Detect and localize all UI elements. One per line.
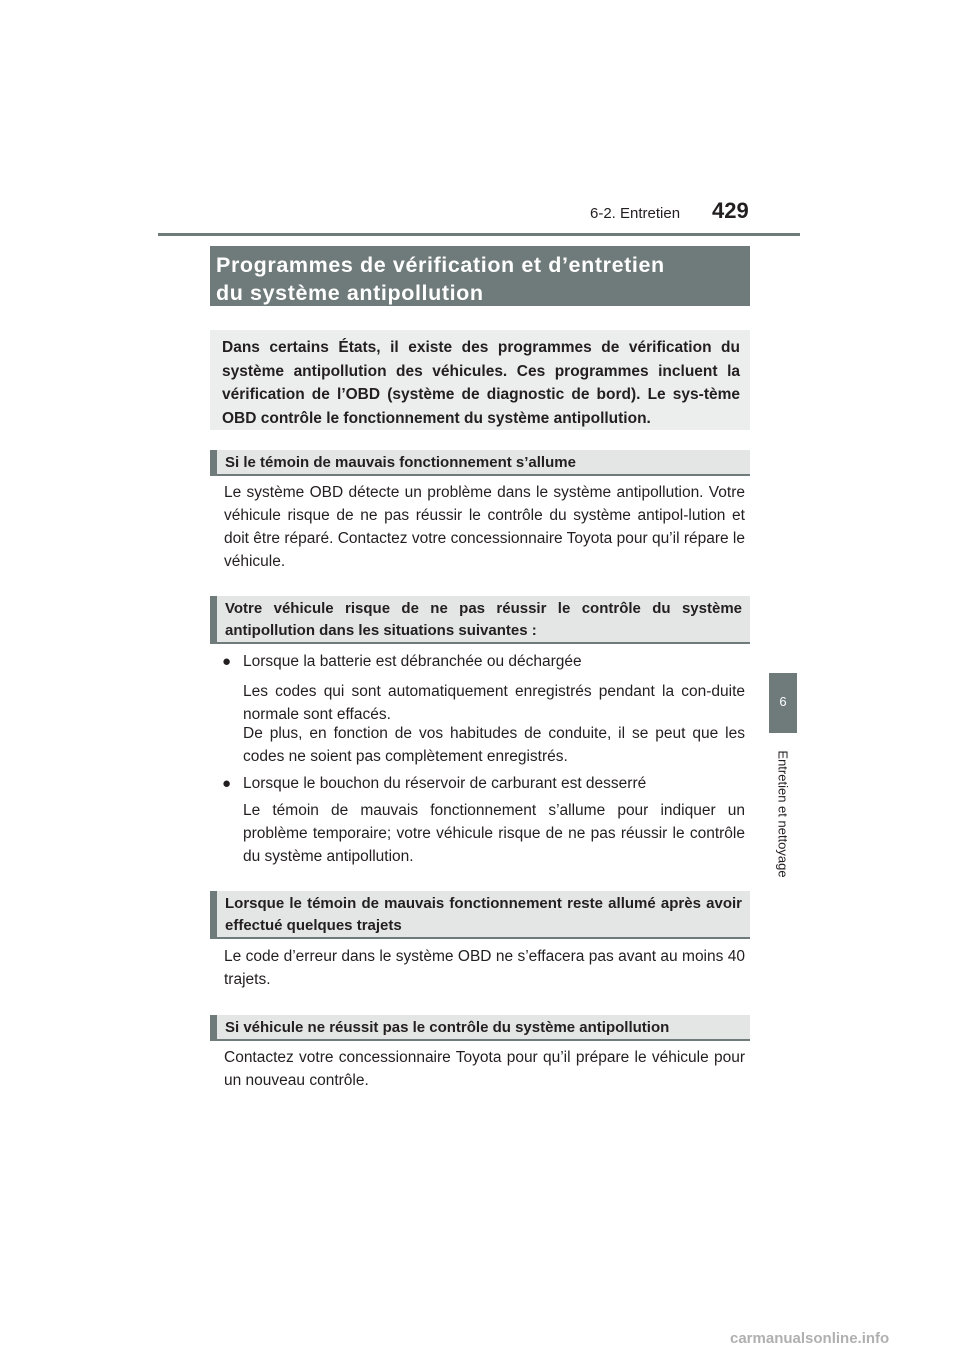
bullet-text-1a: Les codes qui sont automatiquement enregistrés pendant la con-duite normale sont effacés. bbox=[243, 683, 745, 723]
bullet-icon: ● bbox=[222, 653, 232, 670]
bullet-icon: ● bbox=[222, 775, 232, 792]
section-header: 6-2. Entretien bbox=[590, 205, 681, 222]
bullet-text-2a: Le témoin de mauvais fonctionnement s’allume pour indiquer un problème temporaire; votre véhicule risque de ne pas réussir le contrôle du système antipollution. bbox=[243, 802, 745, 865]
page-number: 429 bbox=[712, 198, 749, 223]
intro-box: Dans certains États, il existe des programmes de vérification du système antipollution des véhicules. Ces programmes incluent la vérification de l’OBD (système de diagnostic de bord). Le sys-tème OBD contrôle le fonctionnement du système antipollution. bbox=[210, 330, 750, 430]
section-body-3: Le code d’erreur dans le système OBD ne s’effacera pas avant au moins 40 trajets. bbox=[224, 948, 745, 988]
bullet-text-1b: De plus, en fonction de vos habitudes de conduite, il se peut que les codes ne soient pas complètement enregistrés. bbox=[243, 725, 745, 765]
chapter-tab-label: Entretien et nettoyage bbox=[775, 750, 791, 878]
section-body-4: Contactez votre concessionnaire Toyota pour qu’il prépare le véhicule pour un nouveau contrôle. bbox=[224, 1049, 745, 1089]
section-body-1: Le système OBD détecte un problème dans le système antipollution. Votre véhicule risque de ne pas réussir le contrôle du système antipol-lution et doit être réparé. Contactez votre concessionnaire Toyota pour qu’il répare le véhicule. bbox=[224, 484, 745, 570]
page-title-line1: Programmes de vérification et d’entretien bbox=[216, 253, 665, 277]
section-heading-3: Lorsque le témoin de mauvais fonctionnement reste allumé après avoir effectué quelques trajets bbox=[210, 891, 750, 939]
page-title-line2: du système antipollution bbox=[216, 281, 484, 305]
bullet-title-2: Lorsque le bouchon du réservoir de carburant est desserré bbox=[243, 775, 647, 792]
header-divider bbox=[158, 233, 800, 236]
section-heading-2: Votre véhicule risque de ne pas réussir le contrôle du système antipollution dans les situations suivantes : bbox=[210, 596, 750, 644]
page-title bbox=[210, 246, 750, 306]
chapter-tab-number: 6 bbox=[769, 673, 797, 733]
watermark: carmanualsonline.info bbox=[730, 1330, 890, 1347]
bullet-title-1: Lorsque la batterie est débranchée ou déchargée bbox=[243, 653, 582, 670]
section-heading-4: Si véhicule ne réussit pas le contrôle du système antipollution bbox=[210, 1015, 750, 1041]
section-heading-1: Si le témoin de mauvais fonctionnement s’allume bbox=[210, 450, 750, 476]
